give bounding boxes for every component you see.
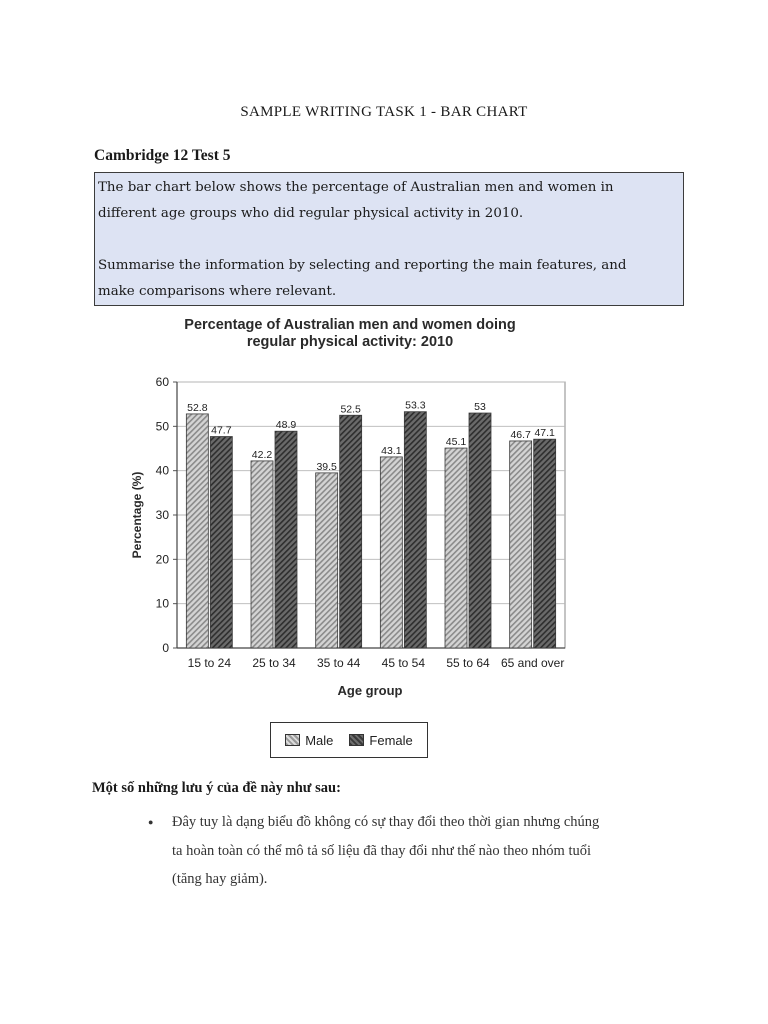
notes-list [148,808,708,894]
y-tick-label: 50 [155,419,169,434]
document-title: SAMPLE WRITING TASK 1 - BAR CHART [240,104,528,120]
data-label-female-5: 53 [474,401,486,414]
bar-female-1 [210,437,232,648]
data-label-male-6: 46.7 [510,428,531,441]
y-tick-label: 20 [155,552,169,567]
data-label-female-3: 52.5 [340,403,361,416]
prompt-line-2: different age groups who did regular physical activity in 2010. [98,206,524,221]
legend-swatch-male [285,734,300,746]
chart-legend [270,722,428,758]
x-tick-label: 15 to 24 [187,656,232,670]
document-subtitle: Cambridge 12 Test 5 [94,147,231,164]
bar-female-5 [469,413,491,648]
legend-label-male: Male [305,732,334,748]
chart-title-line-2: regular physical activity: 2010 [246,334,454,350]
data-label-male-5: 45.1 [445,436,467,449]
x-axis-label: Age group [337,683,403,698]
y-tick-label: 40 [155,463,169,478]
data-label-female-1: 47.7 [211,424,232,437]
x-tick-label: 35 to 44 [316,656,361,670]
x-tick-label: 65 and over [500,656,565,670]
x-tick-label: 25 to 34 [252,656,296,670]
data-label-female-6: 47.1 [534,427,555,440]
prompt-line-1: The bar chart below shows the percentage of Australian men and women in [98,180,614,195]
bar-male-5 [445,448,467,648]
bar-female-2 [275,431,297,648]
bar-male-6 [510,441,532,648]
data-label-male-4: 43.1 [381,444,402,457]
note-line-2: ta hoàn toàn có thể mô tả số liệu đã thay đổi như thế nào theo nhóm tuổi [172,842,592,859]
y-tick-label: 30 [155,508,169,522]
bar-female-6 [534,439,556,648]
data-label-male-1: 52.8 [187,401,208,414]
bar-female-4 [404,412,426,648]
prompt-line-3: Summarise the information by selecting and reporting the main features, and [98,258,627,273]
note-item [148,808,708,894]
bar-male-3 [316,473,338,648]
legend-label-female: Female [369,732,413,748]
data-label-female-2: 48.9 [275,419,297,432]
data-label-female-4: 53.3 [405,399,426,412]
chart-title-line-1: Percentage of Australian men and women doing [184,317,516,333]
note-line-3: (tăng hay giảm). [172,871,268,887]
bar-male-2 [251,461,273,648]
x-tick-label: 55 to 64 [446,656,490,670]
prompt-line-4: make comparisons where relevant. [98,284,337,299]
legend-item-male [285,733,333,748]
data-label-male-3: 39.5 [316,460,337,473]
chart-plot-area [156,375,565,670]
bar-chart [110,308,580,708]
x-tick-label: 45 to 54 [381,656,426,670]
y-tick-label: 60 [155,375,169,389]
bar-male-1 [186,414,208,648]
data-label-male-2: 42.2 [251,448,273,461]
bar-female-3 [340,415,362,648]
legend-swatch-female [349,734,364,746]
legend-item-female [349,733,412,748]
task-prompt-box [94,172,684,306]
note-line-1: Đây tuy là dạng biểu đồ không có sự thay đổi theo thời gian nhưng chúng [172,814,600,830]
y-tick-label: 0 [162,641,169,655]
y-axis-label: Percentage (%) [130,471,144,559]
bar-male-4 [380,457,402,648]
y-tick-label: 10 [155,596,169,611]
notes-heading: Một số những lưu ý của đề này như sau: [92,780,341,796]
